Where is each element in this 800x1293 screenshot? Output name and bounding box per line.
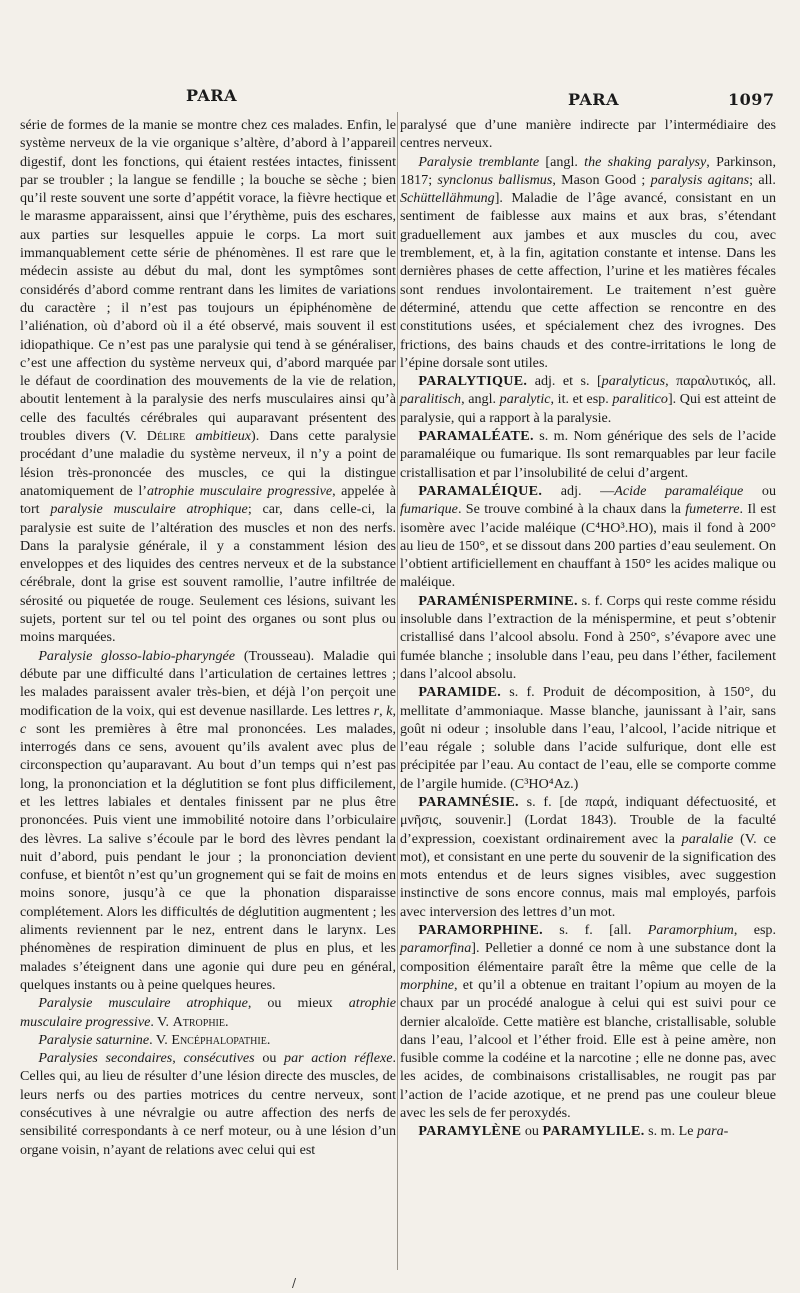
footer-mark: / [292,1276,297,1290]
paragraph-glosso-labio: Paralysie glosso-labio-pharyngée (Trousseau). Maladie qui débute par une difficulté dans l’articulation de certaines lettres ; les malades paraissent avaler très-bien, et déjà l’on perçoit une modification de la voix, qui est devenue nasillarde. Les lettres r, k, c sont les premières à être mal prononcées. Les malades, interrogés dans ce sens, avouent qu’ils avalent avec plus de circonspection qu’auparavant. Au bout d’un temps qui n’est pas long, la prononciation et la déglutition se font plus difficilement, et les lettres labiales et dentales finissent par ne plus être prononcées. Puis vient une immobilité notoire dans l’orbiculaire des lèvres. La salive s’écoule par le bord des lèvres pendant la nuit d’abord, puis pendant le jour ; la prononciation devient confuse, et bientôt n’est qu’un grognement qui se fait de moins en moins sonore, jusqu’à ce que la phonation disparaisse complétement. Alors les difficultés de déglutition augmentent ; les aliments reviennent par le nez, entrent dans le larynx. Les phénomènes de respiration diminuent de plus en plus, et les malades s’éteignent dans une agonie qui dure peu en général, quelques instants ou à peine quelques heures. [20,647,397,993]
headword: PARAMIDE. [418,684,502,701]
entry-paramnesie: PARAMNÉSIE. s. f. [de παρά, indiquant défectuosité, et μνῆσις, souvenir.] (Lordat 1843). Trouble de la faculté d’expression, coexistant ordinairement avec la paralalie (V. ce mot), et consistant en une perte du souvenir de la signification des mots entendus et de leurs signes visibles, avec suggestion instinctive de sons encore connus, mais mal employés, parfois avec interversion des lettres d’un mot. [400,793,776,920]
entry-paramaleique: PARAMALÉIQUE. adj. —Acide paramaléique ou fumarique. Se trouve combiné à la chaux dans la fumeterre. Il est isomère avec l’acide maléique (C⁴HO³.HO), mais il fond à 200° au lieu de 150°, et se dissout dans 200 parties d’eau seulement. On l’obtient artificiellement en chauffant à 150° les acides malique ou maléique. [400,482,776,591]
running-head-left: PARA [186,86,237,105]
paragraph-tremblante: Paralysie tremblante [angl. the shaking paralysy, Parkinson, 1817; synclonus ballismus, Mason Good ; paralysis agitans; all. Schüttellähmung]. Maladie de l’âge avancé, consistant en un sentiment de faiblesse aux mains et aux bras, s’étendant graduellement aux jambes et aux muscles du cou, avec tremblement, et, à la fin, agitation constante et intense. Dans les dernières phases de cette affection, l’urine et les matières fécales sont rendues involontairement. Le traitement n’est guère déterminé, attendu que cette affection se rencontre en des constitutions usées, et spécialement chez des ivrognes. Des frictions, des bains chauds et des contre-irritations le long de l’épine dorsale sont utiles. [400,153,776,371]
paragraph-secondaires: Paralysies secondaires, consécutives ou par action réflexe. Celles qui, au lieu de résulter d’une lésion directe des muscles, de leurs nerfs ou des parties motrices du centre nerveux, sont consécutives à une névralgie ou autre affection des nerfs de sensibilité correspondants à ce nerf moteur, ou à une lésion d’un organe voisin, n’ayant de relations avec celui qui est [20,1050,396,1158]
headword: PARAMALÉATE. [418,428,534,445]
entry-paramylene: PARAMYLÈNE ou PARAMYLILE. s. m. Le para- [418,1123,729,1140]
running-head-right: PARA [568,90,619,109]
headword: PARAMYLÈNE [418,1123,522,1140]
entry-paramide: PARAMIDE. s. f. Produit de décomposition, à 150°, du mellitate d’ammoniaque. Masse blanche, jaunissant à l’air, sans goût ni odeur ; insoluble dans l’eau, l’alcool, l’acide nitrique et l’eau régale ; soluble dans l’acide sulfurique, dont elle est précipitée par l’eau. Au contact de l’eau, elle se comporte comme de l’argile humide. (C³HO⁴Az.) [400,684,776,792]
paragraph-atrophique: Paralysie musculaire atrophique, ou mieux atrophie musculaire progressive. V. Atrophie. [20,995,396,1030]
headword: PARAMNÉSIE. [418,793,519,810]
column-divider [397,112,398,1270]
headword: PARAMALÉIQUE. [418,482,543,499]
paragraph-continuation: paralysé que d’une manière indirecte par l’intermédiaire des centres nerveux. [400,117,776,152]
paragraph-saturnine: Paralysie saturnine. V. Encéphalopathie. [38,1031,271,1048]
page-number: 1097 [728,90,775,109]
paragraph-paralysie-generale: série de formes de la manie se montre chez ces malades. Enfin, le système nerveux de la vie organique s’altère, d’abord à l’appareil digestif, dont les fonctions, qui étaient restées intactes, finissent par se troubler ; la langue se fendille ; la bouche se sèche ; bien qu’il reste souvent une sorte d’appétit vorace, la fièvre hectique et le marasme apparaissent, ainsi que l’érythème, puis des eschares, aux parties sur lesquelles appuie le corps. La mort suit immanquablement cette série de phénomènes. Il est rare que le médecin assiste au début du mal, dont les symptômes sont considérés d’abord comme rentrant dans les limites de variations du caractère ; il n’est pas toujours un épiphénomène de l’aliénation, où d’abord où il a été observé, mais souvent il est idiopathique. Ce n’est pas une paralysie qui tend à se généraliser, c’est une affection du système nerveux qui, d’abord marquée par le défaut de coordination des mouvements de la vie de relation, aboutit lentement à la paralysie des nerfs musculaires ainsi qu’à celle des facultés cérébrales qui auparavant présentent des troubles divers (V. Délire ambitieux). Dans cette paralysie procédant d’une maladie du système nerveux, il n’y a point de lésion très-prononcée des muscles, ce qui la distingue anatomiquement de l’atrophie musculaire progressive, appelée à tort paralysie musculaire atrophique; car, dans celle-ci, la paralysie est suite de l’altération des muscles et non des nerfs. Dans la paralysie générale, il y a constamment lésion des enveloppes et des liquides des centres nerveux et de la substance cérébrale, dont la grise est souvent ramollie, l’autre infiltrée de sérosité ou piquetée de rouge. Seulement ces lésions, suivant les sujets, portent sur tel ou tel point des organes ou sont plus ou moins marquées. [20,117,396,646]
entry-paramorphine: PARAMORPHINE. s. f. [all. Paramorphium, esp. paramorfina]. Pelletier a donné ce nom à une substance dont la composition élémentaire paraît être la même que celle de la morphine, et qu’il a obtenue en traitant l’opium au moyen de la chaux par un procédé analogue à celui qui est suivi pour ce dernier alcaloïde. Cette matière est blanche, cristallisable, soluble dans l’eau, l’alcool et l’éther froid. Elle est à peine amère, non fusible comme la codéine et la narcotine ; elle ne donne pas, avec les acides, de combinaisons cristallisables, ne rougit pas par l’action de l’acide azotique, et ne prend pas une couleur bleue avec les sels de fer peroxydés. [400,922,777,1122]
left-column [20,116,396,1159]
headword: PARAMÉNISPERMINE. [418,592,578,609]
entry-paralytique: PARALYTIQUE. adj. et s. [paralyticus, παραλυτικός, all. paralitisch, angl. paralytic, it. et esp. paralitico]. Qui est atteint de paralysie, qui a rapport à la paralysie. [400,373,776,426]
headword: PARAMORPHINE. [418,922,543,939]
headword: PARALYTIQUE. [418,373,528,390]
headword: PARAMYLILE. [542,1123,645,1140]
entry-paramenispermine: PARAMÉNISPERMINE. s. f. Corps qui reste comme résidu insoluble dans l’extraction de la ménispermine, et peut s’obtenir cristallisé dans l’alcool absolu. Fond à 250°, s’évapore avec une fumée blanche ; insoluble dans l’eau, peu dans l’éther, facilement dans l’alcool absolu. [400,592,776,682]
entry-paramaleate: PARAMALÉATE. s. m. Nom générique des sels de l’acide paramaléique ou fumarique. Ils sont remarquables par leur facile cristallisation et par l’insolubilité de celui d’argent. [400,428,776,481]
running-header [0,82,800,108]
right-column [400,116,776,1141]
